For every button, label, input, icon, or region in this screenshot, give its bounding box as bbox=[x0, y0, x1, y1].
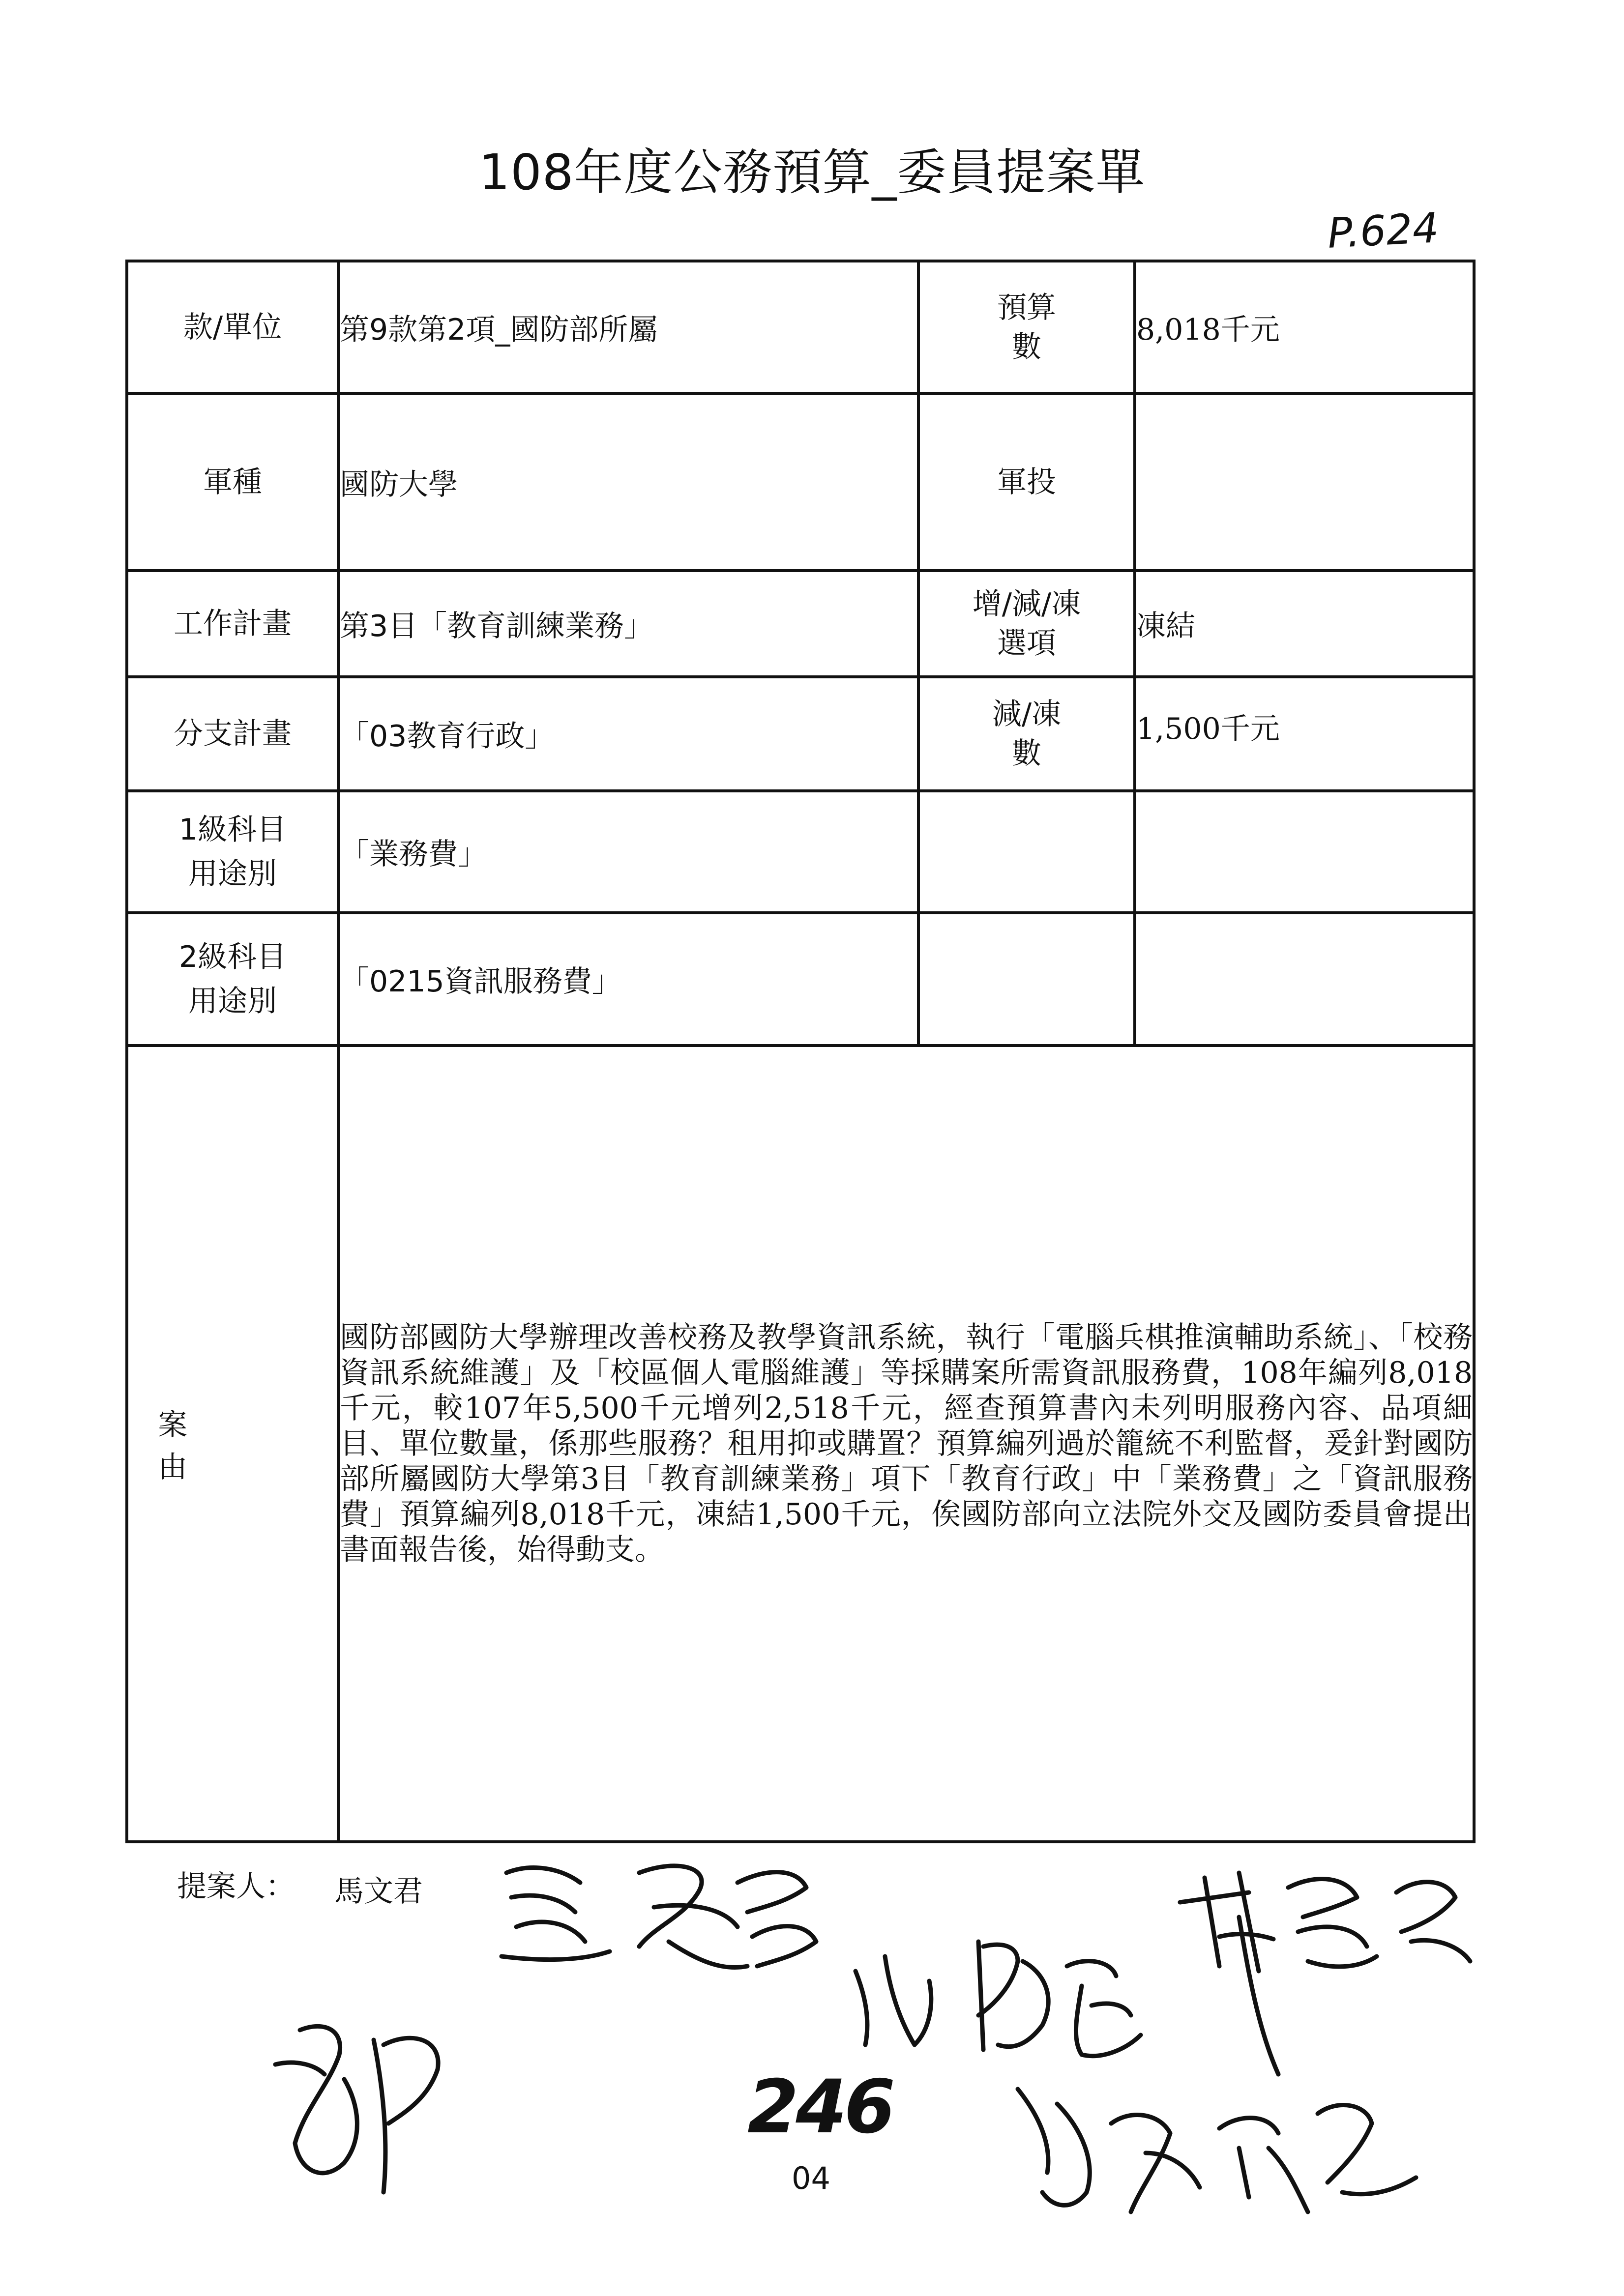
row-right-value: 1,500千元 bbox=[1135, 677, 1474, 791]
page-number: 04 bbox=[792, 2160, 830, 2196]
signature-4 bbox=[275, 2026, 438, 2192]
case-text: 國防部國防大學辦理改善校務及教學資訊系統，執行「電腦兵棋推演輔助系統」、「校務資訊系統維護」及「校區個人電腦維護」等採購案所需資訊服務費，108年編列8,018千元，較107年5,500千元增列2,518千元，經查預算書內未列明服務內容、品項細目、單位數量，係那些服務？租用抑或購置？預算編列過於籠統不利監督，爰針對國防部所屬國防大學第3目「教育訓練業務」項下「教育行政」中「業務費」之「資訊服務費」預算編列8,018千元，凍結1,500千元，俟國防部向立法院外交及國防委員會提出書面報告後，始得動支。 bbox=[338, 1046, 1474, 1842]
row-label: 2級科目 用途別 bbox=[127, 913, 338, 1046]
row-value: 「業務費」 bbox=[338, 791, 918, 913]
row-right-label: 增/減/凍 選項 bbox=[918, 571, 1135, 677]
row-label: 1級科目 用途別 bbox=[127, 791, 338, 913]
signature-2 bbox=[856, 1942, 1141, 2056]
row-right-value: 8,018千元 bbox=[1135, 261, 1474, 394]
signature-3 bbox=[1180, 1873, 1470, 1971]
proposer-label: 提案人： bbox=[177, 1869, 295, 1904]
row-value: 第3目「教育訓練業務」 bbox=[338, 571, 918, 677]
row-label: 分支計畫 bbox=[127, 677, 338, 791]
page-title: 108年度公務預算_委員提案單 bbox=[478, 144, 1146, 201]
row-value: 「03教育行政」 bbox=[338, 677, 918, 791]
handwritten-page-reference: P.624 bbox=[1326, 203, 1440, 258]
row-right-label: 減/凍 數 bbox=[918, 677, 1135, 791]
row-label: 工作計畫 bbox=[127, 571, 338, 677]
row-label: 款/單位 bbox=[127, 261, 338, 394]
row-right-value: 凍結 bbox=[1135, 571, 1474, 677]
row-value: 國防大學 bbox=[338, 394, 918, 571]
handwritten-page-number: 246 bbox=[747, 2064, 893, 2150]
row-right-label: 軍投 bbox=[918, 394, 1135, 571]
row-label: 軍種 bbox=[127, 394, 338, 571]
proposer-name: 馬文君 bbox=[334, 1874, 423, 1909]
row-value: 「0215資訊服務費」 bbox=[338, 913, 918, 1046]
signature-1 bbox=[502, 1866, 816, 1968]
row-right-label: 預算 數 bbox=[918, 261, 1135, 394]
case-label-text: 案由 bbox=[158, 1408, 281, 1484]
row-value: 第9款第2項_國防部所屬 bbox=[338, 261, 918, 394]
